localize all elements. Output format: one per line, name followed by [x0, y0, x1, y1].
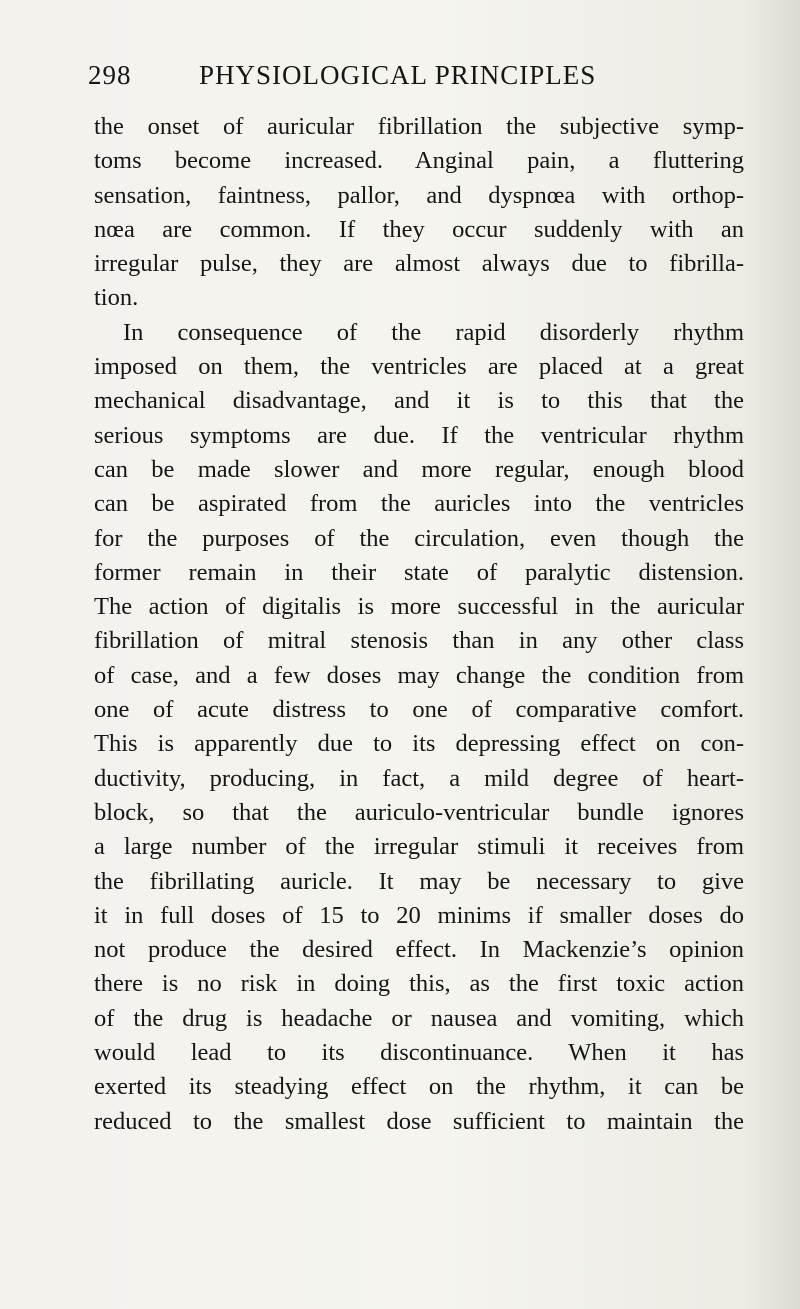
body-text — [94, 110, 744, 1139]
text-line: nœa are common. If they occur suddenly with an — [94, 215, 744, 243]
text-line: would lead to its discontinuance. When it has — [94, 1039, 744, 1067]
text-line: the fibrillating auricle. It may be necessary to give — [94, 867, 744, 895]
text-line: reduced to the smallest dose sufficient to maintain the — [94, 1107, 744, 1135]
text-line: irregular pulse, they are almost always due to fibrilla- — [94, 250, 744, 278]
text-line: In consequence of the rapid disorderly rhythm — [123, 318, 744, 346]
text-line: not produce the desired effect. In Mackenzie’s opinion — [94, 936, 744, 964]
text-line: This is apparently due to its depressing effect on con- — [94, 730, 744, 758]
text-line: toms become increased. Anginal pain, a fluttering — [94, 147, 744, 175]
text-line: block, so that the auriculo-ventricular bundle ignores — [94, 798, 744, 826]
text-line: for the purposes of the circulation, even though the — [94, 524, 744, 552]
text-line: serious symptoms are due. If the ventricular rhythm — [94, 421, 744, 449]
text-line: of the drug is headache or nausea and vomiting, which — [94, 1004, 744, 1032]
text-line: can be aspirated from the auricles into the ventricles — [94, 490, 744, 518]
text-line: ductivity, producing, in fact, a mild degree of heart- — [94, 764, 744, 792]
page-header — [88, 60, 728, 100]
page-number: 298 — [88, 60, 132, 90]
text-line: one of acute distress to one of comparative comfort. — [94, 696, 744, 724]
text-line: the onset of auricular fibrillation the subjective symp- — [94, 113, 744, 140]
text-line: former remain in their state of paralytic distension. — [94, 558, 744, 586]
text-line: tion. — [94, 284, 139, 312]
text-line: sensation, faintness, pallor, and dyspnœa with orthop- — [94, 181, 744, 209]
running-title: PHYSIOLOGICAL PRINCIPLES — [199, 60, 597, 90]
text-line: can be made slower and more regular, enough blood — [94, 455, 744, 483]
text-line: fibrillation of mitral stenosis than in any other class — [94, 627, 744, 655]
text-line: imposed on them, the ventricles are placed at a great — [94, 353, 744, 381]
text-line: exerted its steadying effect on the rhythm, it can be — [94, 1073, 744, 1101]
text-line: of case, and a few doses may change the condition from — [94, 661, 744, 689]
text-line: it in full doses of 15 to 20 minims if smaller doses do — [94, 901, 744, 929]
text-line: a large number of the irregular stimuli it receives from — [94, 833, 744, 861]
text-line: there is no risk in doing this, as the first toxic action — [94, 970, 744, 998]
text-line: mechanical disadvantage, and it is to this that the — [94, 387, 744, 415]
text-line: The action of digitalis is more successful in the auricular — [94, 593, 744, 621]
